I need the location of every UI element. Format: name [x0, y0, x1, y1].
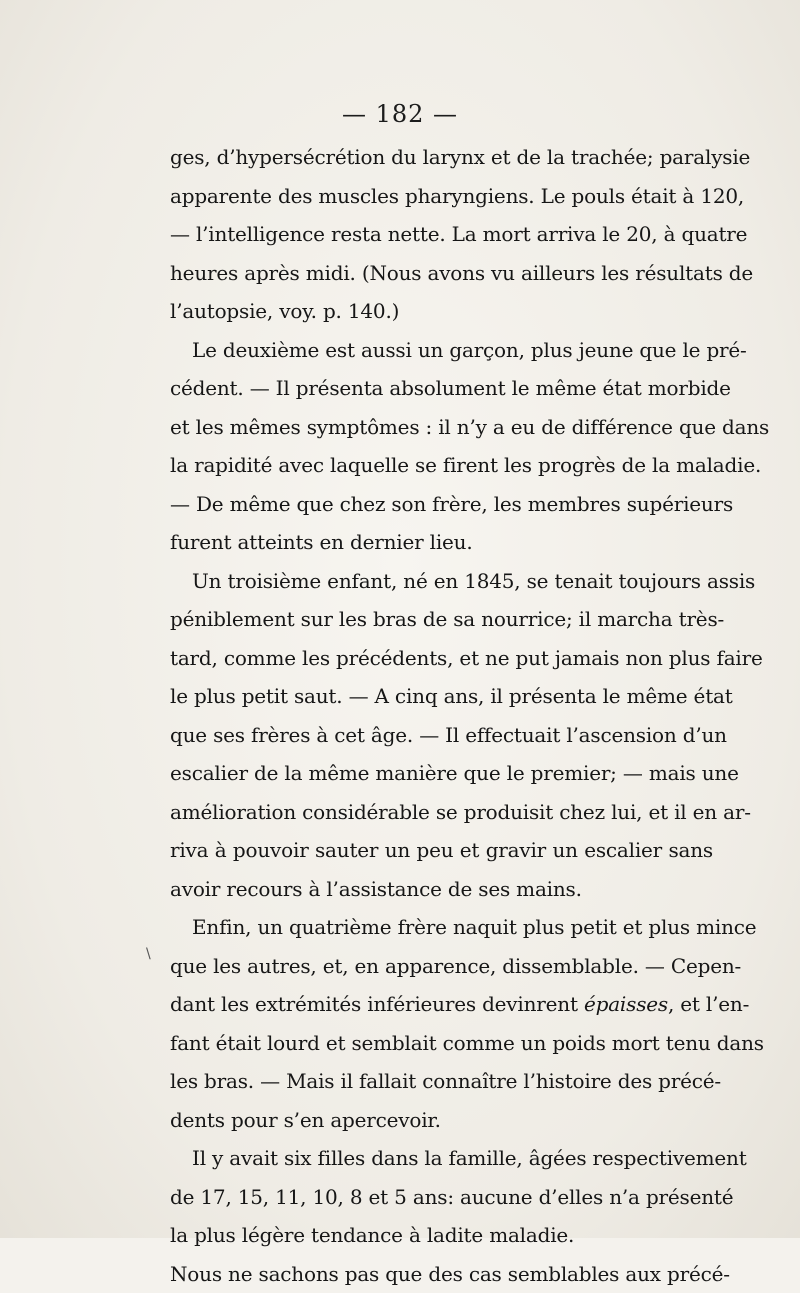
text-fragment: dant les extrémités inférieures devinrent [170, 992, 584, 1016]
page-number: — 182 — [0, 100, 800, 128]
text-line: Nous ne sachons pas que des cas semblables aux précé- [170, 1255, 713, 1293]
text-line [170, 985, 713, 1024]
body-text [170, 138, 713, 1293]
text-line: avoir recours à l’assistance de ses mains. [170, 870, 713, 909]
text-line: — l’intelligence resta nette. La mort arriva le 20, à quatre [170, 215, 713, 254]
text-line: furent atteints en dernier lieu. [170, 523, 713, 562]
italic-word: épaisses [584, 992, 668, 1016]
text-line: les bras. — Mais il fallait connaître l’histoire des précé- [170, 1062, 713, 1101]
text-fragment: , et l’en- [668, 992, 749, 1016]
text-line: Enfin, un quatrième frère naquit plus petit et plus mince [170, 908, 713, 947]
text-line: amélioration considérable se produisit chez lui, et il en ar- [170, 793, 713, 832]
text-line: l’autopsie, voy. p. 140.) [170, 292, 713, 331]
text-line: de 17, 15, 11, 10, 8 et 5 ans: aucune d’elles n’a présenté [170, 1178, 713, 1217]
text-line: escalier de la même manière que le premier; — mais une [170, 754, 713, 793]
text-line: tard, comme les précédents, et ne put jamais non plus faire [170, 639, 713, 678]
text-line: péniblement sur les bras de sa nourrice; il marcha très- [170, 600, 713, 639]
text-line: fant était lourd et semblait comme un poids mort tenu dans [170, 1024, 713, 1063]
margin-mark: \ [146, 946, 151, 962]
text-line: que les autres, et, en apparence, dissemblable. — Cepen- [170, 947, 713, 986]
text-line: que ses frères à cet âge. — Il effectuait l’ascension d’un [170, 716, 713, 755]
text-line: ges, d’hypersécrétion du larynx et de la trachée; paralysie [170, 138, 713, 177]
text-line: la rapidité avec laquelle se firent les progrès de la maladie. [170, 446, 713, 485]
text-line: dents pour s’en apercevoir. [170, 1101, 713, 1140]
text-line: Un troisième enfant, né en 1845, se tenait toujours assis [170, 562, 713, 601]
text-line: — De même que chez son frère, les membres supérieurs [170, 485, 713, 524]
text-line: Le deuxième est aussi un garçon, plus jeune que le pré- [170, 331, 713, 370]
text-line: la plus légère tendance à ladite maladie. [170, 1216, 713, 1255]
text-line: heures après midi. (Nous avons vu ailleurs les résultats de [170, 254, 713, 293]
text-line: riva à pouvoir sauter un peu et gravir un escalier sans [170, 831, 713, 870]
text-line: apparente des muscles pharyngiens. Le pouls était à 120, [170, 177, 713, 216]
text-line: cédent. — Il présenta absolument le même état morbide [170, 369, 713, 408]
text-line: Il y avait six filles dans la famille, âgées respectivement [170, 1139, 713, 1178]
text-line: et les mêmes symptômes : il n’y a eu de différence que dans [170, 408, 713, 447]
text-line: le plus petit saut. — A cinq ans, il présenta le même état [170, 677, 713, 716]
